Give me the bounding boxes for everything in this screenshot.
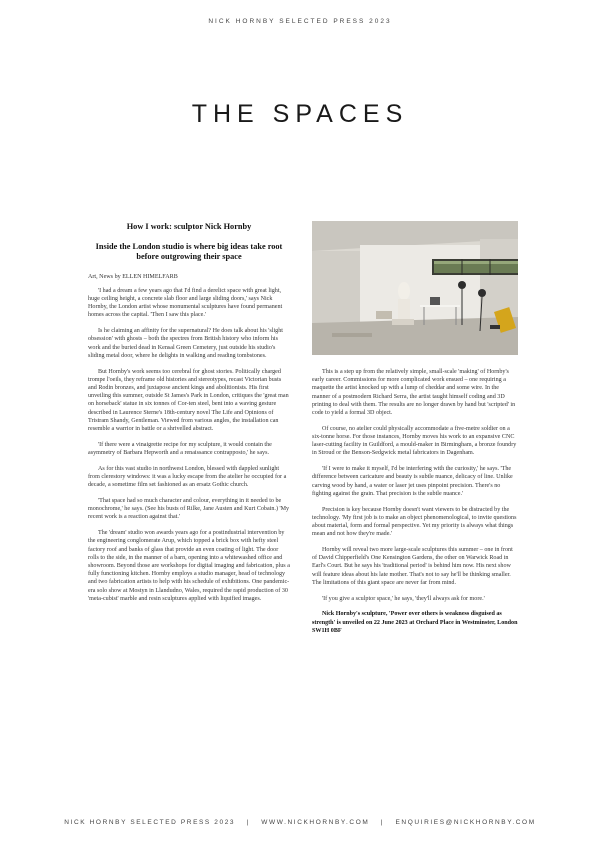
paragraph: This is a step up from the relatively simple, small-scale 'making' of Hornby's early career. Commissions for more complicated work ensued – one requiring a maquette the artist knocked up with a lump of cheddar and some wire. In the manner of a postmodern Richard Serra, the artist taught himself coding and 3D printing to deal with them. The results are no longer drawn by hand but 'scripted' in code to yield a formal 3D object. [312, 369, 516, 417]
footer-email-link[interactable]: ENQUIRIES@NICKHORNBY.COM [395, 819, 536, 826]
article-right-column [312, 368, 518, 643]
paragraph: 'That space had so much character and colour, everything in it needed to be monochrome,' he says. (See his busts of Rilke, Jane Austen and Kurt Cobain.) 'My recent work is a reaction against that.' [88, 497, 290, 521]
article-left-column [88, 222, 290, 611]
paragraph: As for this vast studio in northwest London, blessed with dappled sunlight from clerestory windows: it was a lucky escape from the atelier he occupied for a decade, a sometime film set fashioned as an ersatz Gothic church. [88, 465, 287, 489]
article-subheadline: Inside the London studio is where big ideas take root before outgrowing their space [95, 241, 283, 261]
footer-website-link[interactable]: WWW.NICKHORNBY.COM [261, 819, 370, 826]
studio-photo-illustration [312, 221, 518, 355]
paragraph: The 'dream' studio won awards years ago for a postindustrial intervention by the engineering conglomerate Arup, which topped a brick box with hefty steel factory roof and banks of glass that provide an even coating of light. The door rolls to the side, in the manner of a barn, opening into a whitewashed office and showroom. Beyond those are workshops for digital imaging and fabrication, plus a fully functioning kitchen. Hornby employs a studio manager, head of technology and two fabrication artists to help with his schedule of exhibitions. One pandemic-era solo show at Mostyn in Llandudno, Wales, required the rapid production of 30 'meta-cubist' marble and resin sculptures applied with liquified images. [88, 530, 290, 602]
paragraph: Is he claiming an affinity for the supernatural? He does talk about his 'slight obsession' with ghosts – both the spectres from British history who inform his work and the buried dead in Kensal Green Cemetery, just outside his studio's sliding metal door, where he delights in walking and reading tombstones. [88, 328, 283, 359]
masthead: NICK HORNBY SELECTED PRESS 2023 [208, 18, 392, 25]
paragraph: Precision is key because Hornby doesn't want viewers to be distracted by the technology. 'My first job is to make an object phenomenological, to invite questions about material, form and formal perspective. Yet my priority is always what things mean and not how they're made.' [312, 506, 517, 538]
paragraph: Hornby will reveal two more large-scale sculptures this summer – one in front of David Chipperfield's One Kensington Gardens, the other on Warwick Road in Earl's Court. But he says his 'traditional period' is behind him now. His next show will feature ideas about his late mother. That's not to say he'll be thinking smaller. The limitations of this giant space are never far from mind. [312, 547, 513, 586]
section-title: THE SPACES [191, 100, 409, 128]
closing-note: Nick Hornby's sculpture, 'Power over others is weakness disguised as strength' is unveiled on 22 June 2023 at Orchard Place in Westminster, London SW1H 0BF [312, 611, 518, 634]
paragraph: 'I had a dream a few years ago that I'd find a derelict space with great light, huge ceiling height, a concrete slab floor and large sliding doors,' says Nick Hornby, the London artist whose monumental sculptures have found permanent homes across the capital. 'Then I saw this place.' [88, 287, 283, 319]
footer-separator: | [380, 819, 385, 826]
paragraph: 'If there were a vinaigrette recipe for my sculpture, it would contain the asymmetry of Barbara Hepworth and a renaissance contrapposto,' he says. [88, 441, 272, 456]
studio-photo [312, 221, 518, 355]
byline: Art, News by ELLEN HIMELFARB [88, 273, 178, 280]
paragraph: 'If I were to make it myself, I'd be interfering with the curiosity,' he says. 'The difference between caricature and beauty is subtle nuance, delicacy of line. Unlike carving wood by hand, a water or laser jet uses pinpoint precision. There's no fighting against the grain. That precision is the subtle nuance.' [312, 466, 513, 497]
paragraph: Of course, no atelier could physically accommodate a five-metre soldier on a six-tonne horse. For those instances, Hornby moves his work to an expansive CNC laser-cutting facility in Guildford, a mould-maker in Birmingham, a bronze foundry in Stroud or the Benson-Sedgwick metal fabricators in Dagenham. [312, 425, 517, 457]
page-header [0, 18, 600, 25]
footer-press: NICK HORNBY SELECTED PRESS 2023 [64, 819, 236, 826]
paragraph: But Hornby's work seems too cerebral for ghost stories. Politically charged trompe l'oeils, they reframe old histories and stereotypes, recast Victorian busts and Rodin bronzes, and juxtapose ancient kings and abolitionists. His first unveiling this summer, outside St James's Park in London, critiques the 'great man on horseback' statue in six tonnes of Cor-ten steel, bent into a waving gesture described in Laurence Sterne's 18th-century novel The Life and Opinions of Tristram Shandy, Gentleman. Viewed from various angles, the installation can resemble a warrior in battle or a shrivelled abstract. [88, 368, 289, 432]
article-headline: How I work: sculptor Nick Hornby [126, 222, 252, 231]
paragraph: 'If you give a sculptor space,' he says, 'they'll always ask for more.' [322, 595, 485, 602]
footer-separator: | [246, 819, 250, 826]
page-footer [0, 819, 600, 826]
